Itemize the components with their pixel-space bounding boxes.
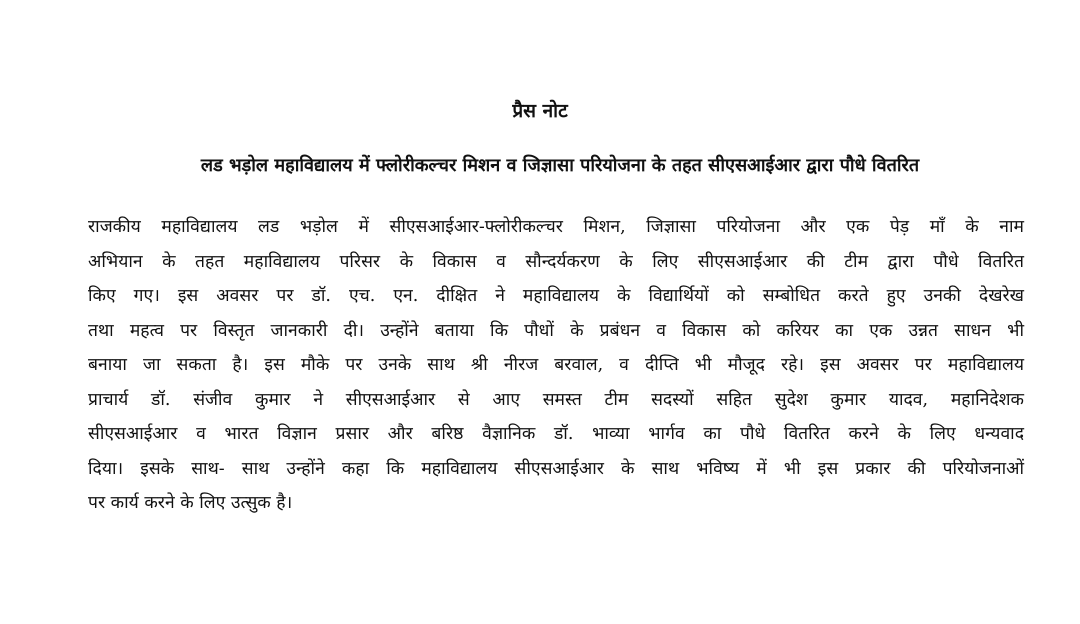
body-line: बनाया जा सकता है। इस मौके पर उनके साथ श्री नीरज बरवाल, व दीप्ति भी मौजूद रहे। इस अवसर पर महाविद्यालय bbox=[88, 355, 1024, 375]
document-headline: लड भड़ोल महाविद्यालय में फ्लोरीकल्चर मिशन व जिज्ञासा परियोजना के तहत सीएसआईआर द्वारा पौधे वितरित bbox=[200, 155, 920, 176]
body-paragraph bbox=[88, 210, 1024, 521]
body-line: किए गए। इस अवसर पर डॉ. एच. एन. दीक्षित ने महाविद्यालय के विद्यार्थियों को सम्बोधित करते हुए उनकी देखरेख bbox=[88, 286, 1024, 306]
body-line: तथा महत्व पर विस्तृत जानकारी दी। उन्होंने बताया कि पौधों के प्रबंधन व विकास को करियर का एक उन्नत साधन भी bbox=[88, 320, 1024, 341]
body-line: दिया। इसके साथ- साथ उन्होंने कहा कि महाविद्यालय सीएसआईआर के साथ भविष्य में भी इस प्रकार की परियोजनाओं bbox=[88, 458, 1024, 479]
body-line: राजकीय महाविद्यालय लड भड़ोल में सीएसआईआर-फ्लोरीकल्चर मिशन, जिज्ञासा परियोजना और एक पेड़ माँ के नाम bbox=[88, 217, 1024, 237]
body-line: पर कार्य करने के लिए उत्सुक है। bbox=[88, 493, 293, 513]
body-line: सीएसआईआर व भारत विज्ञान प्रसार और बरिष्ठ वैज्ञानिक डॉ. भाव्या भार्गव का पौधे वितरित करने के लिए धन्यवाद bbox=[88, 424, 1024, 444]
document-title: प्रैस नोट bbox=[512, 100, 568, 122]
body-line: अभियान के तहत महाविद्यालय परिसर के विकास व सौन्दर्यकरण के लिए सीएसआईआर की टीम द्वारा पौधे वितरित bbox=[88, 251, 1024, 272]
body-line: प्राचार्य डॉ. संजीव कुमार ने सीएसआईआर से आए समस्त टीम सदस्यों सहित सुदेश कुमार यादव, महानिदेशक bbox=[88, 389, 1024, 410]
